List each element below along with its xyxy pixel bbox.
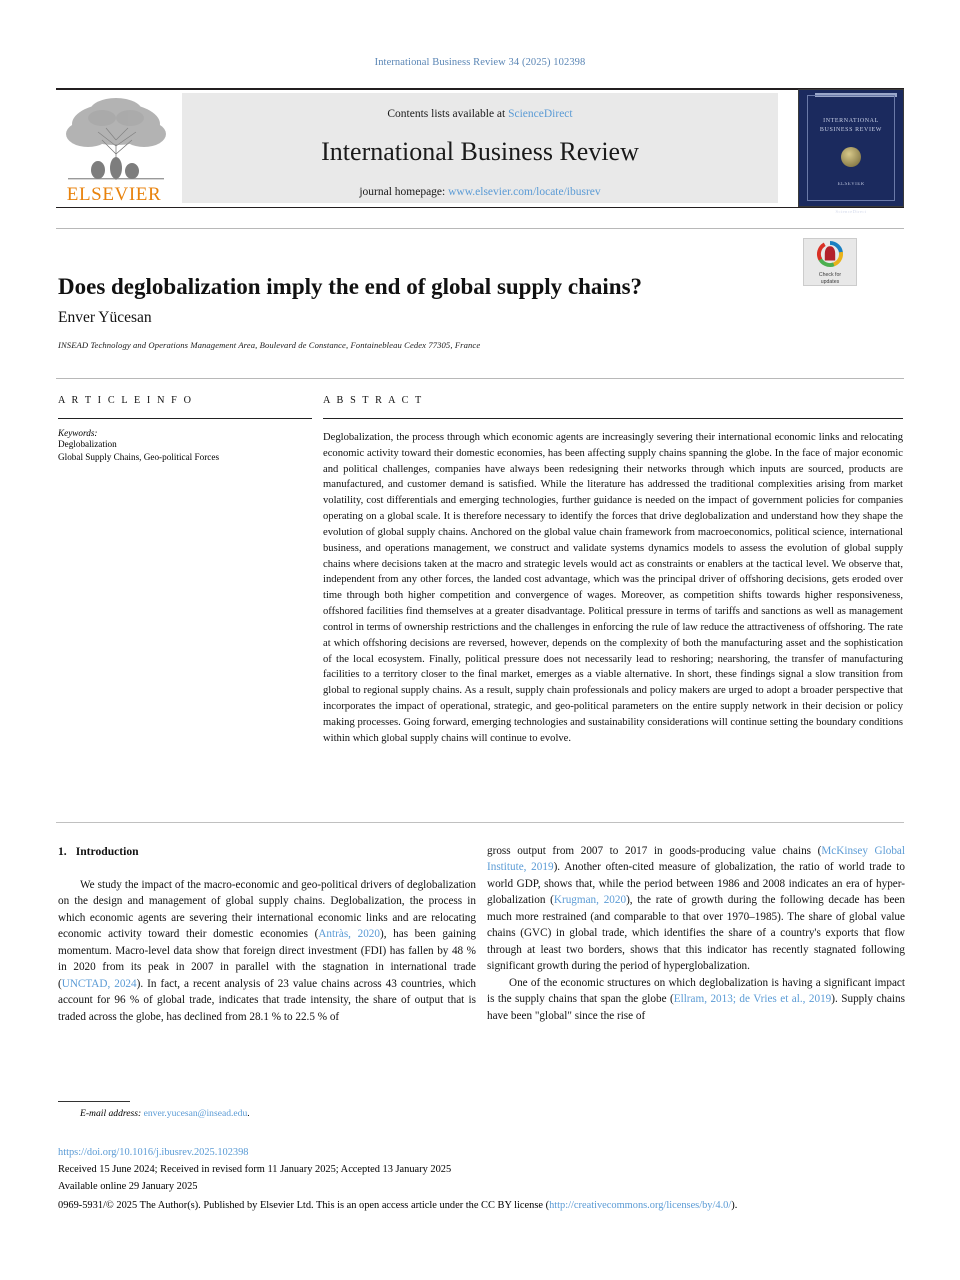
citation-mckinsey[interactable]: McKinsey Global Institute, 2019: [487, 845, 905, 874]
abstract-heading: A B S T R A C T: [323, 395, 424, 406]
article-info-heading: A R T I C L E I N F O: [58, 395, 194, 406]
journal-homepage-line: [182, 186, 778, 198]
contents-lists-line: [182, 93, 778, 120]
sciencedirect-link[interactable]: ScienceDirect: [508, 108, 573, 120]
intro-paragraph-2: [487, 975, 905, 1024]
cover-emblem-icon: [841, 147, 861, 167]
copyright-text-a: 0969-5931/© 2025 The Author(s). Published by Elsevier Ltd. This is an open access article under the CC BY license (: [58, 1200, 550, 1211]
banner-bottom-rule: [56, 207, 904, 209]
title-top-rule: [56, 228, 904, 229]
citation-unctad[interactable]: UNCTAD, 2024: [61, 977, 137, 990]
publication-dates: Received 15 June 2024; Received in revised form 11 January 2025; Accepted 13 January 2025: [58, 1164, 452, 1175]
doi-link[interactable]: https://doi.org/10.1016/j.ibusrev.2025.102398: [58, 1147, 249, 1158]
cover-footer-tag: ScienceDirect: [835, 208, 867, 214]
cover-journal-name: INTERNATIONAL BUSINESS REVIEW: [819, 118, 883, 133]
section-number: 1.: [58, 845, 67, 858]
intro-p1r-text-c: ), the rate of growth during the following decade has been much more restrained (and comparable to that over 1970–1985). The share of global value chains (GVC) in global trade, which identifies the share of a country's exports that flow through at least two borders, shows that this indicator has recently stagnated following significant growth during the period of hyperglobalization.: [487, 894, 905, 973]
crossmark-icon: [817, 241, 843, 267]
section-label: Introduction: [75, 845, 139, 858]
keyword-item: Deglobalization: [58, 439, 117, 449]
contents-lists-prefix: Contents lists available at: [387, 108, 509, 120]
intro-p1r-text-a: gross output from 2007 to 2017 in goods-producing value chains (: [487, 845, 822, 857]
copyright-license: [58, 1200, 908, 1211]
author-name: Enver Yücesan: [58, 309, 152, 326]
abstract-rule: [323, 418, 903, 419]
abstract-text: Deglobalization, the process through which economic agents are increasingly severing their international economic links and relocating economic activity toward their domestic economies, has been affecting supply chains spanning the globe. In the face of major economic and political challenges, companies have always been redesigning their networks through which inputs are sourced, products are manufactured, and customer demand is satisfied. While the literature has addressed the traditional complexities arising from market volatility, cost differentials and emerging technologies, further guidance is needed on the impact of government policies for companies operating on a global scale. It is therefore necessary to identify the forces that drive deglobalization and understand how they shape the evolution of global supply chains. Anchored on the global value chain framework from macroeconomics, political science, international business, and operations management, we construct and validate systems dynamics models to assess the evolution of global supply chains where decisions taken at the macro and strategic levels would act as constraints or enablers at the tactical level. We observe that, independent from any other forces, the landed cost advantage, which was the principal driver of offshoring decisions, gets eroded over time through both higher competition and convergence of wages. Moreover, as competition shifts towards higher responsiveness, offshored facilities find themselves at a greater disadvantage. Political pressure in terms of tariffs and sanctions as well as management control in terms of ownership restrictions and the challenges in enforcing the rule of law reduce the attractiveness of offshoring. The rate at which offshoring decisions are reversed, however, depends on the complexity of both the manufacturing asset and the sophistication of the local ecosystem. Finally, political pressure does not necessarily lead to reshoring; nearshoring, the transfer of manufacturing facilities to a territory closer to the final market, emerges as a viable alternative. In short, these findings signal a slow transition from global to regional supply chains. As a result, supply chain professionals and policy makers are urged to adopt a broader perspective that incorporates the impact of operational, strategic, and geo-political parameters on the entire supply network in their decision or policy making processes. Going forward, emerging technologies and sustainability considerations will continue setting the boundary conditions within which global supply chains will continue to evolve.: [323, 432, 903, 744]
footnote-rule: [58, 1101, 130, 1102]
check-updates-line2: updates: [820, 279, 840, 286]
intro-p1-text-a: We study the impact of the macro-economic and geo-political drivers of deglobalization on the design and management of global supply chains. Deglobalization, the process in which economic agents are severing their international economic links and are relocating economic activity toward their domestic economies (: [58, 879, 476, 941]
article-info-column: [58, 395, 312, 465]
citation-ellram-devries[interactable]: Ellram, 2013; de Vries et al., 2019: [673, 993, 832, 1006]
intro-p1-text-b: ), has been gaining momentum. Macro-level data show that foreign direct investment (FDI) has fallen by 48 % in 2020 from its peak in 2007 in parallel with the stagnation in international trade (: [58, 928, 476, 990]
check-updates-line1: Check for: [818, 272, 842, 278]
citation-krugman[interactable]: Krugman, 2020: [553, 894, 627, 907]
copyright-text-b: ).: [731, 1200, 738, 1211]
author-affiliation: INSEAD Technology and Operations Management Area, Boulevard de Constance, Fontainebleau Cedex 77305, France: [58, 340, 481, 350]
article-info-rule: [58, 418, 312, 419]
keyword-item: Global Supply Chains, Geo-political Forces: [58, 452, 220, 463]
journal-cover-thumbnail: [798, 89, 904, 214]
banner-top-rule: [56, 88, 904, 90]
journal-title: International Business Review: [321, 137, 639, 166]
email-footnote: [58, 1108, 250, 1119]
cover-inner: [807, 95, 895, 214]
cover-publisher-tag: ELSEVIER: [837, 182, 865, 187]
info-top-rule: [56, 378, 904, 379]
elsevier-wordmark: ELSEVIER: [66, 184, 162, 205]
intro-p2-text-b: ). Supply chains have been "global" since the rise of: [487, 993, 905, 1022]
available-online-date: Available online 29 January 2025: [58, 1181, 198, 1192]
cc-by-license-link[interactable]: http://creativecommons.org/licenses/by/4.0/: [549, 1200, 732, 1211]
intro-p1r-text-b: ). Another often-cited measure of globalization, the ratio of world trade to world GDP, shows that, while the period between 1986 and 2008 indicates an era of hyper-globalization (: [487, 861, 905, 907]
intro-paragraph-1-cont: [487, 843, 905, 975]
keywords-label: Keywords:: [58, 428, 98, 438]
email-link[interactable]: enver.yucesan@insead.edu: [143, 1108, 248, 1119]
email-trail: .: [247, 1108, 250, 1119]
body-top-rule: [56, 822, 904, 823]
citation-antras[interactable]: Antràs, 2020: [318, 928, 380, 941]
page-title: Does deglobalization imply the end of global supply chains?: [58, 274, 643, 300]
body-column-right: [487, 843, 905, 1024]
email-label: E-mail address:: [80, 1108, 142, 1119]
intro-paragraph-1: [58, 877, 476, 1025]
section-title-introduction: [58, 843, 476, 860]
homepage-prefix: journal homepage:: [359, 186, 449, 198]
body-column-left: [58, 843, 476, 1025]
journal-homepage-link[interactable]: www.elsevier.com/locate/ibusrev: [448, 186, 601, 198]
journal-banner: [56, 88, 904, 214]
abstract-column: [323, 395, 903, 747]
running-head: International Business Review 34 (2025) 102398: [374, 57, 586, 68]
intro-p2-text-a: One of the economic structures on which deglobalization is having a significant impact is the supply chains that span the globe (: [487, 976, 905, 1006]
check-for-updates-badge[interactable]: [803, 238, 857, 286]
intro-p1-text-c: ). In fact, a recent analysis of 23 value chains across 43 countries, which account for 96 % of global trade, indicates that trade intensity, the share of output that is traded across the globe, has declined from 28.1 % to 22.5 % of: [58, 977, 476, 1023]
journal-banner-center: [182, 93, 778, 203]
